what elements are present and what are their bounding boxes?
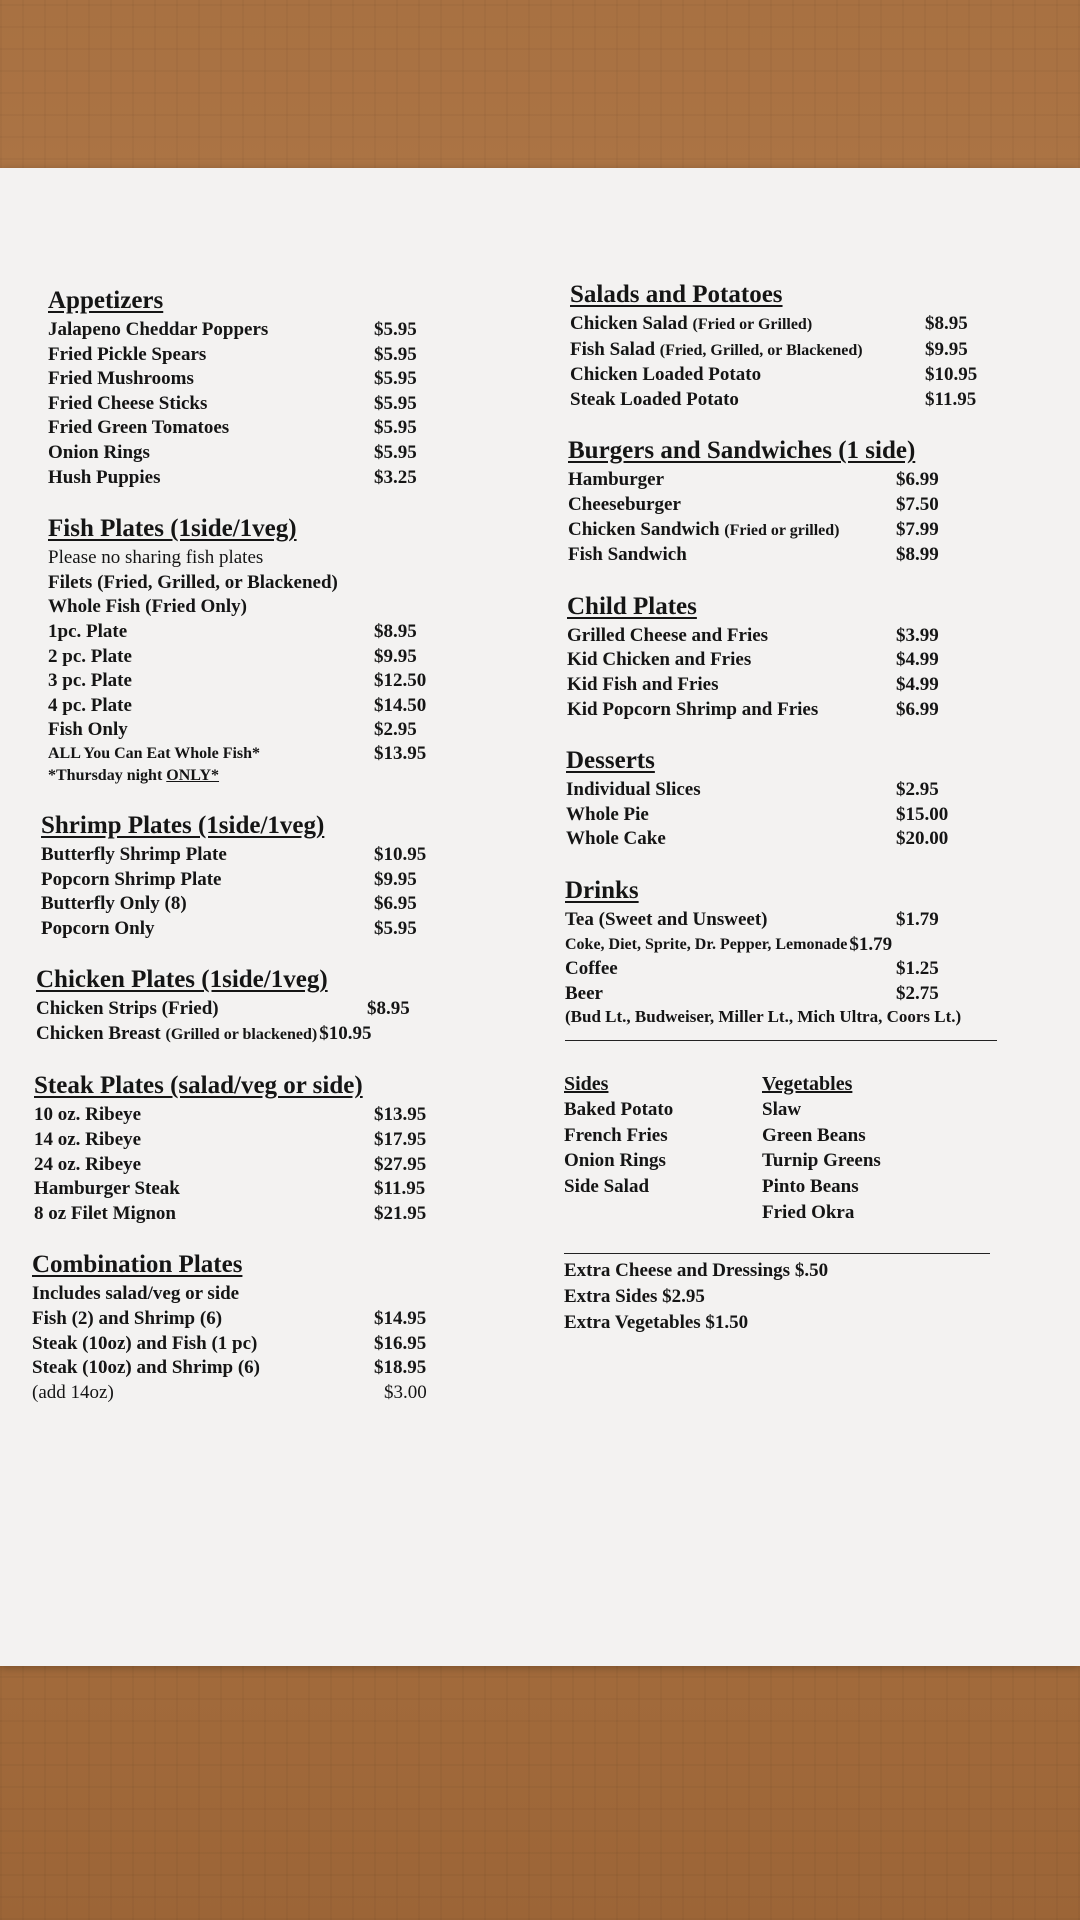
vegetables-list bbox=[762, 1097, 960, 1225]
chicken-plates-section bbox=[36, 965, 468, 1047]
item-price: $16.95 bbox=[374, 1332, 427, 1354]
menu-item bbox=[34, 1128, 468, 1153]
item-name: Chicken Loaded Potato bbox=[570, 364, 762, 386]
menu-item bbox=[34, 1103, 468, 1128]
item-name: Kid Fish and Fries bbox=[567, 673, 719, 695]
item-price: $5.95 bbox=[374, 319, 417, 340]
menu-item bbox=[48, 620, 468, 645]
section-heading: Salads and Potatoes bbox=[570, 281, 783, 308]
menu-item bbox=[48, 416, 468, 441]
section-heading: Burgers and Sandwiches (1 side) bbox=[568, 437, 916, 465]
menu-note bbox=[48, 765, 468, 787]
item-price: $9.95 bbox=[374, 868, 417, 890]
item-price: $5.95 bbox=[374, 343, 417, 365]
menu-item bbox=[36, 997, 468, 1022]
item-name: 24 oz. Ribeye bbox=[34, 1153, 142, 1175]
list-item: Slaw bbox=[762, 1099, 802, 1121]
item-price: $14.95 bbox=[374, 1308, 427, 1330]
item-price: $4.99 bbox=[896, 673, 939, 695]
section-heading: Drinks bbox=[565, 876, 639, 904]
item-price: $3.00 bbox=[384, 1381, 427, 1403]
menu-item bbox=[32, 1332, 468, 1357]
section-heading: Fish Plates (1side/1veg) bbox=[48, 515, 297, 543]
item-name: 3 pc. Plate bbox=[48, 670, 132, 692]
item-name-text: Fish Salad bbox=[570, 338, 660, 360]
menu-item bbox=[32, 1381, 468, 1406]
item-name: Chicken Strips (Fried) bbox=[36, 998, 219, 1020]
item-name: 1pc. Plate bbox=[48, 620, 128, 642]
menu-note: Please no sharing fish plates bbox=[48, 547, 264, 569]
menu-item bbox=[32, 1356, 468, 1381]
menu-item bbox=[567, 698, 1032, 723]
menu-item bbox=[566, 778, 1032, 803]
item-name: ALL You Can Eat Whole Fish* bbox=[48, 744, 261, 762]
section-heading: Child Plates bbox=[567, 592, 697, 620]
menu-item bbox=[48, 694, 468, 719]
thursday-note: *Thursday night bbox=[48, 766, 167, 784]
item-price: $6.99 bbox=[896, 469, 939, 491]
item-price: $21.95 bbox=[374, 1202, 427, 1224]
item-note: (Fried or Grilled) bbox=[692, 316, 813, 333]
item-price: $13.95 bbox=[374, 742, 427, 764]
menu-item bbox=[566, 803, 1032, 828]
menu-item bbox=[565, 957, 1032, 982]
item-name: Individual Slices bbox=[566, 779, 701, 801]
section-heading: Steak Plates (salad/veg or side) bbox=[34, 1072, 363, 1100]
menu-item bbox=[32, 1307, 468, 1332]
item-name: Steak (10oz) and Fish (1 pc) bbox=[32, 1332, 258, 1354]
item-price: $5.95 bbox=[374, 417, 417, 439]
item-price: $13.95 bbox=[374, 1104, 427, 1126]
item-name: (add 14oz) bbox=[32, 1381, 114, 1403]
item-name: Hush Puppies bbox=[48, 466, 161, 488]
menu-item bbox=[567, 648, 1032, 673]
sides-vegetables bbox=[564, 1071, 1032, 1225]
item-note: (Grilled or blackened) bbox=[165, 1025, 318, 1043]
menu-item bbox=[41, 917, 468, 942]
item-note: (Fried, Grilled, or Blackened) bbox=[659, 341, 863, 359]
menu-item bbox=[570, 363, 1032, 388]
menu-item bbox=[570, 388, 1032, 413]
menu-item bbox=[565, 908, 1032, 933]
item-name: Hamburger Steak bbox=[34, 1178, 180, 1200]
menu-item bbox=[48, 669, 468, 694]
salads-potatoes-list bbox=[570, 363, 1032, 412]
item-name-text: Chicken Salad bbox=[570, 313, 693, 334]
item-price: $8.99 bbox=[896, 544, 939, 566]
item-name: Fried Pickle Spears bbox=[48, 343, 207, 365]
item-name: 2 pc. Plate bbox=[48, 645, 132, 667]
item-name: Whole Cake bbox=[566, 828, 666, 850]
shrimp-plates-section bbox=[41, 811, 468, 941]
drinks-section bbox=[565, 876, 1032, 1041]
item-price: $2.95 bbox=[374, 719, 417, 741]
item-name: Popcorn Only bbox=[41, 917, 155, 939]
item-price: $9.95 bbox=[374, 645, 417, 667]
item-name: Butterfly Only (8) bbox=[41, 893, 187, 915]
item-price: $2.75 bbox=[896, 982, 939, 1004]
list-item: Side Salad bbox=[564, 1176, 650, 1198]
item-price: $17.95 bbox=[374, 1129, 427, 1151]
item-price: $2.95 bbox=[896, 779, 939, 801]
appetizers-list bbox=[48, 318, 468, 490]
item-price: $12.50 bbox=[374, 670, 427, 692]
desserts-list bbox=[566, 778, 1032, 852]
combination-plates-section bbox=[32, 1250, 468, 1405]
menu-left-column bbox=[32, 286, 468, 1429]
item-note: (Fried or grilled) bbox=[724, 521, 840, 539]
sides-heading: Sides bbox=[564, 1073, 609, 1096]
item-name: Beer bbox=[565, 982, 603, 1004]
item-price: $10.95 bbox=[374, 843, 427, 865]
item-name: Fried Mushrooms bbox=[48, 368, 194, 390]
item-name bbox=[570, 338, 863, 364]
vegetables-heading: Vegetables bbox=[762, 1073, 853, 1096]
menu-item bbox=[48, 645, 468, 670]
menu-item bbox=[48, 367, 468, 392]
item-name: Hamburger bbox=[568, 469, 665, 491]
burgers-sandwiches-section bbox=[568, 436, 1032, 567]
menu-item bbox=[41, 868, 468, 893]
item-price: $27.95 bbox=[374, 1153, 427, 1175]
item-name: Jalapeno Cheddar Poppers bbox=[48, 319, 269, 340]
item-name: Kid Chicken and Fries bbox=[567, 649, 752, 671]
shrimp-plates-list bbox=[41, 843, 468, 941]
divider bbox=[565, 1040, 997, 1041]
menu-item bbox=[48, 466, 468, 491]
menu-item bbox=[567, 673, 1032, 698]
menu-item bbox=[566, 827, 1032, 852]
item-price: $8.95 bbox=[374, 620, 417, 642]
list-item: Pinto Beans bbox=[762, 1176, 859, 1198]
section-heading: Appetizers bbox=[48, 287, 164, 314]
child-plates-list bbox=[567, 624, 1032, 722]
item-name: Tea (Sweet and Unsweet) bbox=[565, 908, 768, 930]
list-item: French Fries bbox=[564, 1124, 668, 1146]
list-item: Green Beans bbox=[762, 1124, 866, 1146]
item-name-text: Chicken Breast bbox=[36, 1022, 166, 1044]
menu-item bbox=[41, 843, 468, 868]
list-item: Extra Vegetables $1.50 bbox=[564, 1312, 749, 1334]
section-heading: Combination Plates bbox=[32, 1251, 243, 1279]
item-name: Steak Loaded Potato bbox=[570, 388, 739, 410]
item-price: $15.00 bbox=[896, 803, 949, 825]
menu-item bbox=[48, 318, 468, 343]
item-name: Butterfly Shrimp Plate bbox=[41, 843, 227, 865]
item-name: Fish Sandwich bbox=[568, 544, 687, 566]
item-name: Grilled Cheese and Fries bbox=[567, 624, 769, 646]
appetizers-section bbox=[48, 286, 468, 490]
item-name: 14 oz. Ribeye bbox=[34, 1129, 142, 1151]
menu-item bbox=[565, 933, 1032, 958]
item-price: $5.95 bbox=[374, 368, 417, 390]
menu-item bbox=[570, 338, 1032, 364]
sides-list bbox=[564, 1097, 762, 1199]
list-item: Extra Cheese and Dressings $.50 bbox=[564, 1260, 829, 1282]
sides-column bbox=[564, 1071, 762, 1225]
item-name: Kid Popcorn Shrimp and Fries bbox=[567, 698, 819, 720]
item-name: 10 oz. Ribeye bbox=[34, 1104, 142, 1126]
item-name: Fish Only bbox=[48, 719, 128, 741]
beer-list-note: (Bud Lt., Budweiser, Miller Lt., Mich Ultra, Coors Lt.) bbox=[565, 1007, 962, 1027]
item-price: $8.95 bbox=[367, 998, 410, 1020]
item-name bbox=[36, 1022, 317, 1048]
extras-list bbox=[564, 1258, 1032, 1336]
item-name-text: Chicken Sandwich bbox=[568, 518, 725, 540]
list-item: Baked Potato bbox=[564, 1099, 674, 1121]
item-name: Fried Cheese Sticks bbox=[48, 392, 208, 414]
item-name: Onion Rings bbox=[48, 441, 150, 463]
menu-item bbox=[565, 982, 1032, 1007]
item-name: Whole Pie bbox=[566, 803, 649, 825]
item-name: 8 oz Filet Mignon bbox=[34, 1202, 176, 1224]
list-item: Extra Sides $2.95 bbox=[564, 1286, 705, 1308]
menu-item bbox=[568, 468, 1032, 493]
menu-item bbox=[36, 1022, 468, 1048]
item-price: $1.79 bbox=[849, 933, 893, 955]
menu-item bbox=[48, 718, 468, 743]
list-item: Turnip Greens bbox=[762, 1150, 881, 1172]
item-price: $1.25 bbox=[896, 958, 939, 980]
item-price: $6.95 bbox=[374, 893, 417, 915]
fish-plates-list bbox=[48, 620, 468, 743]
item-name: Popcorn Shrimp Plate bbox=[41, 868, 222, 890]
section-heading: Chicken Plates (1side/1veg) bbox=[36, 966, 328, 994]
menu-item bbox=[568, 518, 1032, 544]
item-price: $5.95 bbox=[374, 392, 417, 414]
menu-right-column bbox=[562, 280, 1032, 1336]
menu-item bbox=[568, 543, 1032, 568]
list-item: Fried Okra bbox=[762, 1201, 855, 1223]
list-item: Onion Rings bbox=[564, 1150, 666, 1172]
item-price: $6.99 bbox=[896, 698, 939, 720]
salads-potatoes-section bbox=[570, 280, 1032, 412]
item-price: $3.99 bbox=[896, 624, 939, 646]
menu-item bbox=[34, 1177, 468, 1202]
item-name: Fried Green Tomatoes bbox=[48, 417, 230, 439]
item-price: $20.00 bbox=[896, 828, 949, 850]
divider bbox=[564, 1253, 990, 1254]
burgers-list bbox=[568, 468, 1032, 517]
item-name bbox=[570, 312, 812, 338]
menu-item bbox=[34, 1202, 468, 1227]
steak-plates-section bbox=[34, 1071, 468, 1226]
menu-item bbox=[567, 624, 1032, 649]
item-name bbox=[568, 518, 840, 544]
item-price: $10.95 bbox=[925, 364, 978, 386]
item-price: $3.25 bbox=[374, 466, 417, 488]
menu-item bbox=[48, 441, 468, 466]
item-price: $9.95 bbox=[925, 338, 968, 360]
item-price: $1.79 bbox=[896, 908, 939, 930]
menu-note: Whole Fish (Fried Only) bbox=[48, 596, 247, 618]
item-price: $11.95 bbox=[374, 1178, 426, 1200]
item-name: Fish (2) and Shrimp (6) bbox=[32, 1308, 223, 1330]
item-price: $7.50 bbox=[896, 493, 939, 515]
menu-note: Filets (Fried, Grilled, or Blackened) bbox=[48, 571, 338, 593]
item-price: $5.95 bbox=[374, 917, 417, 939]
child-plates-section bbox=[567, 592, 1032, 722]
item-price: $14.50 bbox=[374, 694, 427, 716]
desserts-section bbox=[566, 746, 1032, 852]
item-price: $18.95 bbox=[374, 1357, 427, 1379]
menu-item bbox=[570, 312, 1032, 338]
item-name: Coke, Diet, Sprite, Dr. Pepper, Lemonade bbox=[565, 935, 848, 953]
menu-item bbox=[34, 1153, 468, 1178]
combination-plates-list bbox=[32, 1307, 468, 1381]
item-price: $4.99 bbox=[896, 649, 939, 671]
menu-item bbox=[41, 892, 468, 917]
section-heading: Shrimp Plates (1side/1veg) bbox=[41, 811, 325, 839]
section-heading: Desserts bbox=[566, 747, 655, 775]
fish-plates-section bbox=[48, 514, 468, 787]
steak-plates-list bbox=[34, 1103, 468, 1226]
menu-item bbox=[48, 743, 468, 765]
item-name: Cheeseburger bbox=[568, 493, 681, 515]
item-price: $10.95 bbox=[319, 1022, 372, 1044]
item-name: Steak (10oz) and Shrimp (6) bbox=[32, 1357, 261, 1379]
item-price: $7.99 bbox=[896, 518, 939, 540]
item-price: $8.95 bbox=[925, 313, 968, 334]
vegetables-column bbox=[762, 1071, 960, 1225]
item-name: Coffee bbox=[565, 958, 618, 980]
menu-item bbox=[48, 392, 468, 417]
menu-item bbox=[568, 493, 1032, 518]
menu-paper bbox=[0, 168, 1080, 1666]
menu-note: Includes salad/veg or side bbox=[32, 1283, 240, 1305]
menu-item bbox=[48, 343, 468, 368]
item-price: $5.95 bbox=[374, 441, 417, 463]
item-price: $11.95 bbox=[925, 388, 977, 410]
thursday-only: ONLY* bbox=[166, 766, 220, 784]
item-name: 4 pc. Plate bbox=[48, 694, 132, 716]
